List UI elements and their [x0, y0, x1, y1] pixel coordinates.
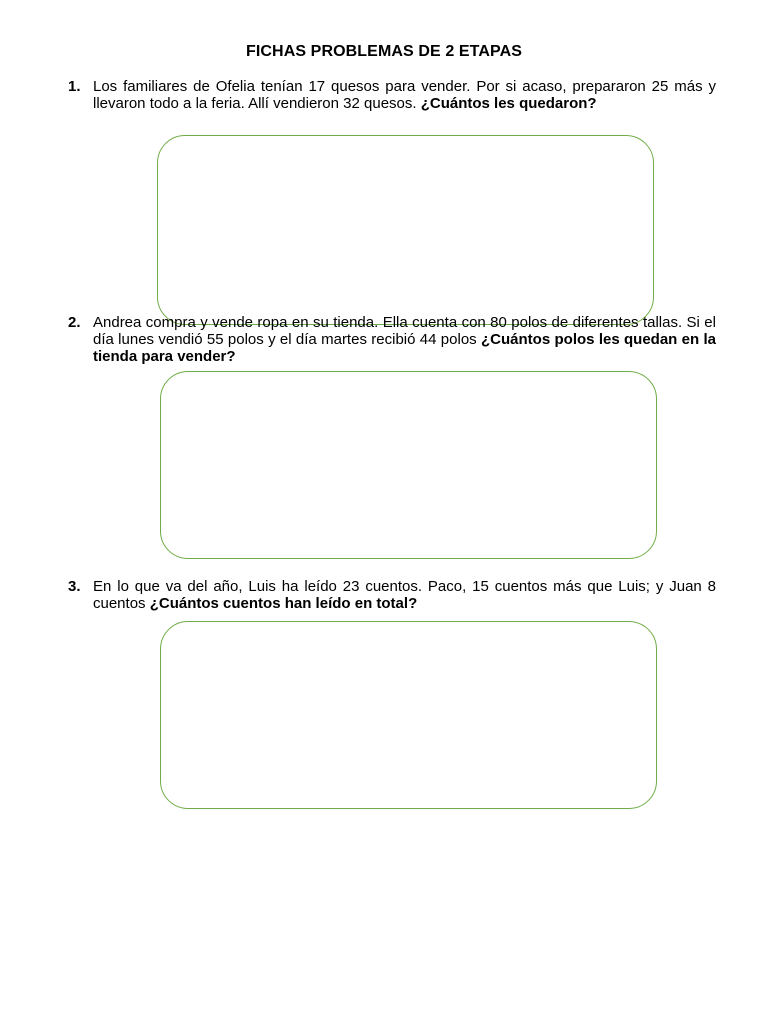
page-title: FICHAS PROBLEMAS DE 2 ETAPAS	[245, 43, 522, 60]
problem-statement: En lo que va del año, Luis ha leído 23 cuentos. Paco, 15 cuentos más que Luis; y Juan 8 cuentos	[93, 578, 716, 612]
problem-1	[68, 78, 716, 112]
problem-question: ¿Cuántos polos les quedan en la tienda para vender?	[93, 331, 716, 365]
answer-box-1[interactable]	[157, 135, 654, 325]
problem-text	[93, 578, 716, 612]
problem-statement: Andrea compra y vende ropa en su tienda. Ella cuenta con 80 polos de diferentes tallas. Si el día lunes vendió 55 polos y el día martes recibió 44 polos	[93, 314, 716, 348]
problem-number: 3.	[68, 578, 81, 595]
problem-question: ¿Cuántos cuentos han leído en total?	[149, 595, 418, 612]
problem-number: 1.	[68, 78, 81, 95]
problem-2	[68, 314, 716, 365]
problem-text	[93, 314, 716, 365]
answer-box-3[interactable]	[160, 621, 657, 809]
problem-statement: Los familiares de Ofelia tenían 17 quesos para vender. Por si acaso, prepararon 25 más y llevaron todo a la feria. Allí vendieron 32 quesos.	[93, 78, 716, 112]
problem-number: 2.	[68, 314, 81, 331]
problem-3	[68, 578, 716, 612]
answer-box-2[interactable]	[160, 371, 657, 559]
problem-question: ¿Cuántos les quedaron?	[420, 95, 597, 112]
problem-text	[93, 78, 716, 112]
